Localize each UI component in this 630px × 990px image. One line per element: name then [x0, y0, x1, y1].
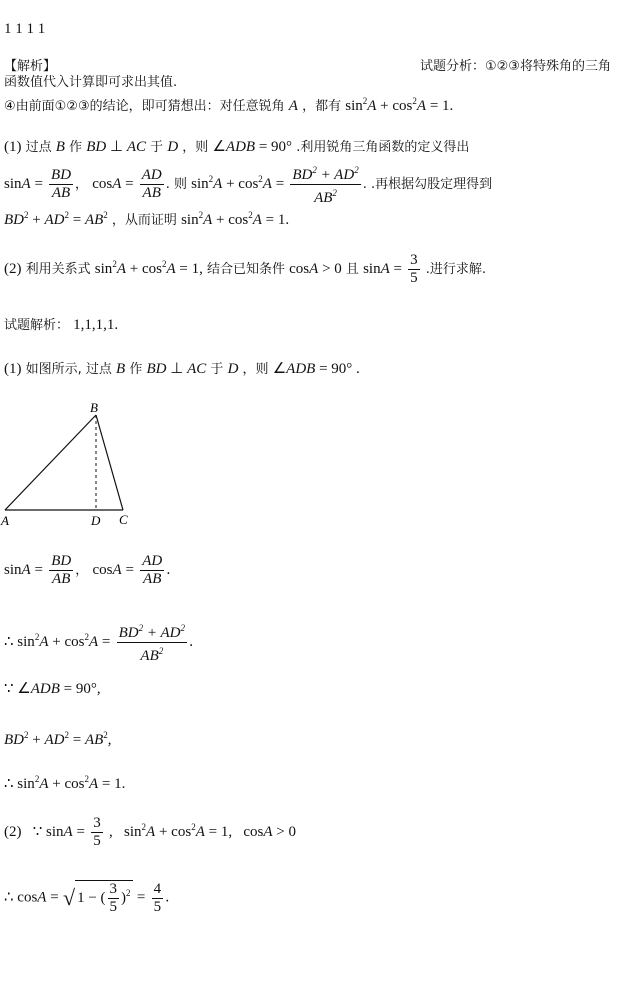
p1-then2: .再根据勾股定理得到	[370, 177, 493, 192]
solution-s1-intro: (1) 如图所示, 过点 B 作 BD ⊥ AC 于 D ，则 ∠ADB = 90° .	[4, 361, 360, 377]
solution-step2-given: (2) ∵ sinA = $\frac{3}{5}$ , $\sin^2A + \cos^2A = 1$, cosA > 0	[4, 815, 296, 849]
analysis-tag: 【解析】	[4, 59, 57, 74]
label-b: B	[90, 400, 98, 415]
s1-intro: 如图所示, 过点	[25, 362, 112, 377]
p1-end: .利用锐角三角函数的定义得出	[296, 140, 470, 155]
analysis-line2: 函数值代入计算即可求出其值.	[4, 75, 178, 90]
s1-mid2: 于	[210, 362, 224, 377]
solution-step-angle: ∵ ∠ADB = 90°,	[4, 681, 101, 697]
score-marks: 1 1 1 1	[4, 21, 46, 37]
p1-then: 则	[173, 177, 187, 192]
s1-mid3: ，则	[242, 362, 269, 377]
label-d: D	[91, 513, 101, 528]
solution-step-conclude: ∴ $\sin^2A + \cos^2A = 1$.	[4, 774, 126, 792]
solution-title-text: 试题解析：	[4, 318, 70, 333]
p1-intro: 过点	[25, 140, 52, 155]
analysis-line3: ④由前面①②③的结论，即可猜想出：对任意锐角 A ，都有 $\sin^2A + \cos^2A = 1$.	[4, 96, 454, 114]
line3-mid: ，都有	[302, 99, 342, 114]
p1-prove: ，从而证明	[111, 213, 177, 228]
analysis-p1-line1: (1) 过点 B 作 BD ⊥ AC 于 D ，则 ∠ADB = 90° .利用锐角三角函数的定义得出	[4, 139, 470, 155]
label-a: A	[1, 513, 9, 528]
p2-and: 且	[345, 262, 359, 277]
solution-answers: 1,1,1,1.	[73, 317, 119, 333]
solution-step-pythag: $BD^2 + AD^2 = AB^2$,	[4, 730, 112, 748]
label-c: C	[119, 512, 128, 527]
p1-mid2: 于	[150, 140, 164, 155]
p2-mid: 结合已知条件	[206, 262, 285, 277]
p2-end: .进行求解.	[425, 262, 487, 277]
analysis-p1-line2: sinA = $\frac{BD}{AB}$ ， cosA = $\frac{AD}{AB}$ . 则 $\sin^2A + \cos^2A$ = $\frac{BD^2 + AD^2}{AB^2}$ . .再根据勾股定理得到	[4, 162, 492, 207]
s1-mid1: 作	[129, 362, 143, 377]
analysis-right-title: 试题分析：①②③将特殊角的三角	[420, 59, 611, 74]
solution-step2-result: ∴ cosA = √ 1 − ( $\frac{3}{5}$ )$^2$ = $\frac{4}{5}$ .	[4, 880, 170, 915]
p1-mid1: 作	[69, 140, 83, 155]
p2-intro: 利用关系式	[25, 262, 91, 277]
solution-step-sum: ∴ $\sin^2A + \cos^2A$ = $\frac{BD^2 + AD^2}{AB^2}$ .	[4, 620, 193, 665]
p1-mid3: ，则	[182, 140, 209, 155]
analysis-p2: (2) 利用关系式 $\sin^2A + \cos^2A = 1$, 结合已知条件 cosA > 0 且 sinA = $\frac{3}{5}$ .进行求解.	[4, 252, 487, 286]
solution-title	[4, 316, 118, 335]
line3-text: ④由前面①②③的结论，即可猜想出：对任意锐角	[4, 99, 285, 114]
solution-step-ratios: sinA = $\frac{BD}{AB}$ ， cosA = $\frac{AD}{AB}$ .	[4, 553, 171, 587]
analysis-p1-line3: $BD^2 + AD^2 = AB^2$ ，从而证明 $\sin^2A + \cos^2A = 1$.	[4, 210, 290, 228]
triangle-figure	[0, 398, 140, 533]
